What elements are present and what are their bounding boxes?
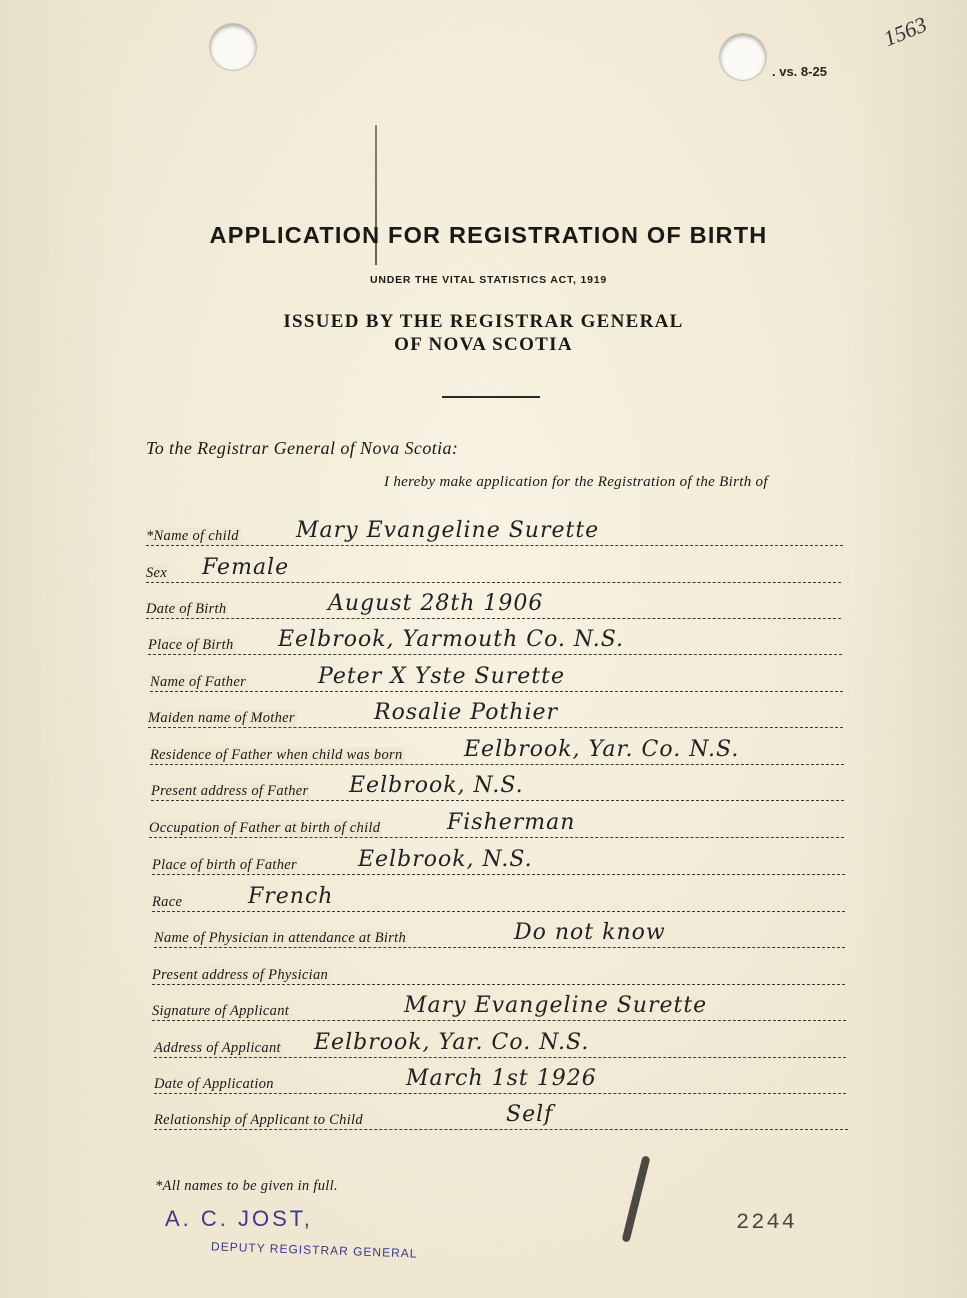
field-label: Date of Application [154, 1076, 274, 1092]
field-row-relationship-of-applicant [154, 1102, 848, 1130]
dotted-line [152, 1020, 846, 1021]
field-row-place-of-birth [148, 627, 842, 655]
dotted-line [154, 947, 845, 948]
handwritten-value: Eelbrook, Yar. Co. N.S. [314, 1030, 590, 1055]
dotted-line [146, 545, 843, 546]
field-row-maiden-name-of-mother [148, 700, 843, 728]
applicant-signature: Mary Evangeline Surette [404, 993, 708, 1018]
field-label: Sex [146, 565, 168, 581]
title-divider [442, 396, 540, 398]
field-row-name-of-child [146, 518, 843, 546]
field-label: Signature of Applicant [152, 1003, 290, 1019]
handwritten-value: August 28th 1906 [328, 591, 544, 616]
dotted-line [150, 764, 844, 765]
handwritten-value: Female [202, 555, 290, 580]
field-row-signature-of-applicant [152, 993, 846, 1021]
dotted-line [146, 618, 841, 619]
dotted-line [154, 1057, 846, 1058]
field-row-occupation-of-father [149, 810, 844, 838]
dotted-line [148, 727, 843, 728]
punch-hole-right [720, 34, 766, 80]
field-row-residence-of-father [150, 737, 844, 765]
form-number: . vs. 8-25 [772, 64, 827, 79]
field-label: *Name of child [146, 528, 239, 544]
field-label: Present address of Physician [152, 967, 329, 983]
handwritten-value: Mary Evangeline Surette [296, 518, 600, 543]
field-row-name-of-physician [154, 920, 845, 948]
document-title: APPLICATION FOR REGISTRATION OF BIRTH [209, 222, 768, 248]
handwritten-file-number: 1563 [880, 11, 931, 52]
punch-hole-left [210, 24, 256, 70]
registrar-stamp-name: A. C. JOST, [165, 1206, 313, 1231]
field-label: Residence of Father when child was born [150, 747, 403, 763]
handwritten-value: Peter X Yste Surette [318, 664, 566, 689]
field-label: Address of Applicant [154, 1040, 281, 1056]
document-subtitle: UNDER THE VITAL STATISTICS ACT, 1919 [369, 274, 608, 286]
issuer-line-1: ISSUED BY THE REGISTRAR GENERAL [283, 311, 684, 332]
salutation: To the Registrar General of Nova Scotia: [146, 438, 459, 458]
dotted-line [152, 911, 845, 912]
field-label: Name of Physician in attendance at Birth [154, 930, 407, 946]
field-label: Occupation of Father at birth of child [149, 820, 381, 836]
dotted-line [151, 800, 844, 801]
field-label: Maiden name of Mother [148, 710, 295, 726]
handwritten-value: Do not know [514, 920, 666, 945]
field-row-date-of-birth [146, 591, 841, 619]
handwritten-value: Rosalie Pothier [374, 700, 559, 725]
dotted-line [148, 654, 842, 655]
handwritten-value: French [248, 884, 334, 909]
pencil-check-mark [621, 1155, 650, 1242]
handwritten-value: Fisherman [447, 810, 576, 835]
dotted-line [150, 691, 843, 692]
footnote: *All names to be given in full. [155, 1178, 338, 1194]
dotted-line [149, 837, 844, 838]
serial-number: 2244 [736, 1210, 797, 1235]
dotted-line [146, 582, 841, 583]
dotted-line [154, 1093, 846, 1094]
field-row-date-of-application [154, 1066, 846, 1094]
dotted-line [152, 984, 845, 985]
field-label: Date of Birth [146, 601, 227, 617]
field-row-sex [146, 555, 841, 583]
field-row-name-of-father [150, 664, 843, 692]
field-label: Present address of Father [151, 783, 309, 799]
registrar-stamp-title: DEPUTY REGISTRAR GENERAL [210, 1239, 418, 1261]
field-row-place-of-birth-of-father [152, 847, 845, 875]
handwritten-value: Eelbrook, Yarmouth Co. N.S. [278, 627, 625, 652]
field-row-present-address-of-father [151, 773, 844, 801]
dotted-line [154, 1129, 848, 1130]
field-label: Name of Father [150, 674, 247, 690]
field-row-address-of-applicant [154, 1030, 846, 1058]
handwritten-value: Eelbrook, N.S. [349, 773, 524, 798]
field-row-race [152, 884, 845, 912]
handwritten-value: Eelbrook, N.S. [358, 847, 533, 872]
field-label: Race [152, 894, 183, 910]
field-row-present-address-of-physician [152, 961, 845, 985]
dotted-line [152, 874, 845, 875]
intro-text: I hereby make application for the Registration of the Birth of [384, 474, 768, 490]
handwritten-value: Eelbrook, Yar. Co. N.S. [464, 737, 740, 762]
field-label: Relationship of Applicant to Child [154, 1112, 363, 1128]
field-label: Place of birth of Father [152, 857, 297, 873]
field-label: Place of Birth [148, 637, 234, 653]
handwritten-value: March 1st 1926 [406, 1066, 597, 1091]
handwritten-value: Self [506, 1102, 554, 1127]
issuer-line-2: OF NOVA SCOTIA [394, 334, 573, 355]
